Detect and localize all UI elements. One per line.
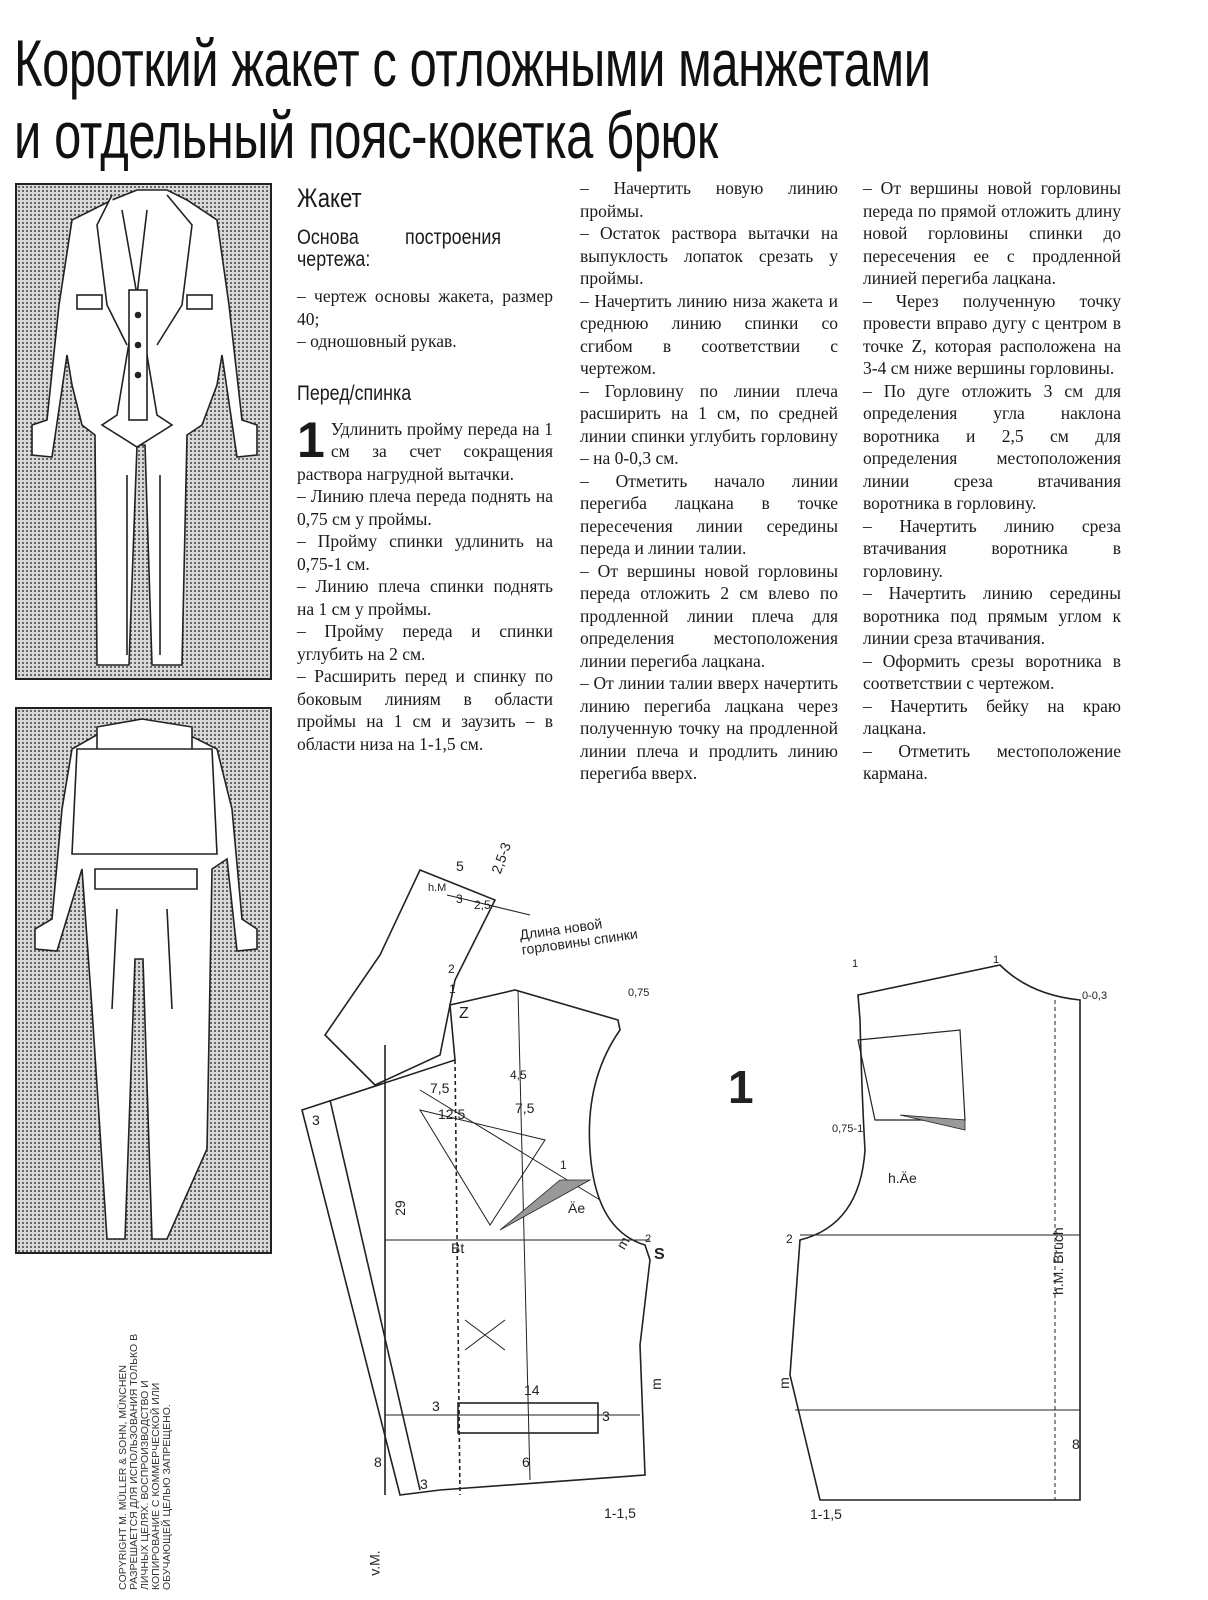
paragraph: – Начертить линию низа жакета и среднюю линию спинки со сгибом в соответствии с чертежом. xyxy=(580,290,838,378)
paragraph: – Линию плеча переда поднять на 0,75 см у проймы. xyxy=(297,486,553,529)
page-title-line-2: и отдельный пояс-кокетка брюк xyxy=(14,98,718,172)
paragraph: – Горловину по линии плеча расширить на 1 см, по средней линии спинки углубить горловину – на 0-0,3 см. xyxy=(580,380,838,468)
front-label: Z xyxy=(459,1005,469,1022)
figure-number: 1 xyxy=(728,1061,754,1113)
section-subheading: Перед/спинка xyxy=(297,381,412,405)
back-label: 1 xyxy=(993,954,1000,966)
back-label: h.Äe xyxy=(888,1170,917,1186)
front-label: 14 xyxy=(524,1382,540,1398)
front-label: 3 xyxy=(456,892,463,906)
front-label: 3 xyxy=(432,1398,440,1414)
copyright-notice: COPYRIGHT M. MÜLLER & SOHN, MÜNCHEN РАЗРЕШАЕТСЯ ДЛЯ ИСПОЛЬЗОВАНИЯ ТОЛЬКО В ЛИЧНЫХ ЦЕЛЯХ. ВОСПРОИЗВОДСТВО И КОПИРОВАНИЕ С КОММЕРЧЕСКОЙ ИЛИ ОБУЧАЮЩЕЙ ЦЕЛЬЮ ЗАПРЕЩЕНО. xyxy=(117,1333,173,1590)
paragraph: – Отметить начало линии перегиба лацкана в точке пересечения линии середины переда и линии талии. xyxy=(580,470,838,558)
text-column-3 xyxy=(863,177,1121,785)
front-label: 7,5 xyxy=(515,1100,535,1116)
front-label: m xyxy=(647,1378,664,1390)
paragraph: – Пройму переда и спинки углубить на 2 см. xyxy=(297,621,553,664)
front-label: m xyxy=(612,1233,633,1253)
page-title-line-1: Короткий жакет с отложными манжетами xyxy=(14,26,931,100)
paragraph: – Оформить срезы воротника в соответствии с чертежом. xyxy=(863,650,1121,693)
paragraph: – Начертить новую линию проймы. xyxy=(580,178,838,221)
text-column-1 xyxy=(297,183,553,755)
back-label: 1-1,5 xyxy=(810,1506,842,1522)
front-label: 1-1,5 xyxy=(604,1505,636,1521)
paragraph: – Остаток раствора вытачки на выпуклость лопаток срезать у проймы. xyxy=(580,223,838,288)
front-label: 0,75 xyxy=(628,987,650,999)
front-label: h.M xyxy=(428,882,447,894)
paragraph: – Пройму спинки удлинить на 0,75-1 см. xyxy=(297,531,553,574)
paragraph: – Расширить перед и спинку по боковым линиям в области проймы на 1 см и заузить – в области низа на 1-1,5 см. xyxy=(297,666,553,754)
step-number: 1 xyxy=(297,411,325,468)
front-label: 6 xyxy=(522,1454,530,1470)
base-item: – одношовный рукав. xyxy=(297,331,457,351)
front-label: S xyxy=(654,1246,665,1263)
paragraph: – Начертить бейку на краю лацкана. xyxy=(863,695,1121,738)
paragraph: – От вершины новой горловины переда отложить 2 см влево по продленной линии плеча для определения местоположения линии перегиба лацкана. xyxy=(580,560,838,671)
front-label: 7,5 xyxy=(430,1080,450,1096)
front-label: 4,5 xyxy=(510,1068,527,1082)
paragraph: – По дуге отложить 3 см для определения угла наклона воротника и 2,5 см для определения местоположения линии среза втачивания воротника в горловину. xyxy=(863,380,1121,513)
front-label: 5 xyxy=(456,858,464,874)
pattern-diagram xyxy=(0,840,1208,1600)
paragraph: – Отметить местоположение кармана. xyxy=(863,740,1121,783)
paragraph: – Через полученную точку провести вправо дугу с центром в точке Z, которая расположена на 3-4 см ниже вершины горловины. xyxy=(863,290,1121,378)
front-label: 1 xyxy=(560,1158,567,1172)
back-label: h.M. Bruch xyxy=(1050,1227,1066,1295)
paragraph: Удлинить пройму переда на 1 см за счет сокращения раствора нагрудной вытачки. xyxy=(297,418,553,484)
front-label: Bt xyxy=(451,1240,465,1256)
back-label: 2 xyxy=(786,1232,793,1246)
front-label: 2 xyxy=(448,962,455,976)
paragraph: – От вершины новой горловины переда по прямой отложить длину новой горловины спинки до пересечения ее с продленной линией перегиба лацкана. xyxy=(863,178,1121,288)
front-label: 1 xyxy=(449,982,456,996)
subheading: Основа построения чертежа: xyxy=(297,226,501,271)
front-label: 2,5-3 xyxy=(487,840,514,876)
section-heading: Жакет xyxy=(297,183,362,213)
front-label: 12,5 xyxy=(438,1106,466,1122)
back-label: 0,75-1 xyxy=(832,1123,864,1135)
front-label: 3 xyxy=(312,1112,320,1128)
front-label: 3 xyxy=(420,1476,428,1492)
annotation-back-neckline-length: Длина новой горловины спинки xyxy=(518,915,639,958)
front-label: v.M. xyxy=(366,1550,383,1576)
front-label: 2 xyxy=(645,1233,652,1245)
back-label: 1 xyxy=(852,958,859,970)
front-label: 3 xyxy=(602,1408,610,1424)
jacket-front-illustration xyxy=(15,183,272,680)
front-label: 8 xyxy=(374,1454,382,1470)
pattern-lines xyxy=(0,840,1208,1600)
paragraph: – От линии талии вверх начертить линию перегиба лацкана через полученную точку на продленной линии плеча и продлить линию перегиба вверх. xyxy=(580,673,838,783)
back-label: 8 xyxy=(1072,1436,1080,1452)
front-label: Äe xyxy=(568,1200,586,1216)
text-column-2 xyxy=(580,177,838,785)
front-label: 29 xyxy=(391,1200,408,1216)
paragraph: – Начертить линию среза втачивания воротника в горловину. xyxy=(863,515,1121,581)
back-label: m xyxy=(775,1377,792,1389)
jacket-front-drawing xyxy=(17,185,270,678)
paragraph: – Начертить линию середины воротника под прямым углом к линии среза втачивания. xyxy=(863,583,1121,648)
paragraph: – Линию плеча спинки поднять на 1 см у проймы. xyxy=(297,576,553,619)
back-label: 0-0,3 xyxy=(1082,990,1108,1002)
front-label: 2,5 xyxy=(474,898,491,912)
base-item: – чертеж основы жакета, размер 40; xyxy=(297,286,553,329)
